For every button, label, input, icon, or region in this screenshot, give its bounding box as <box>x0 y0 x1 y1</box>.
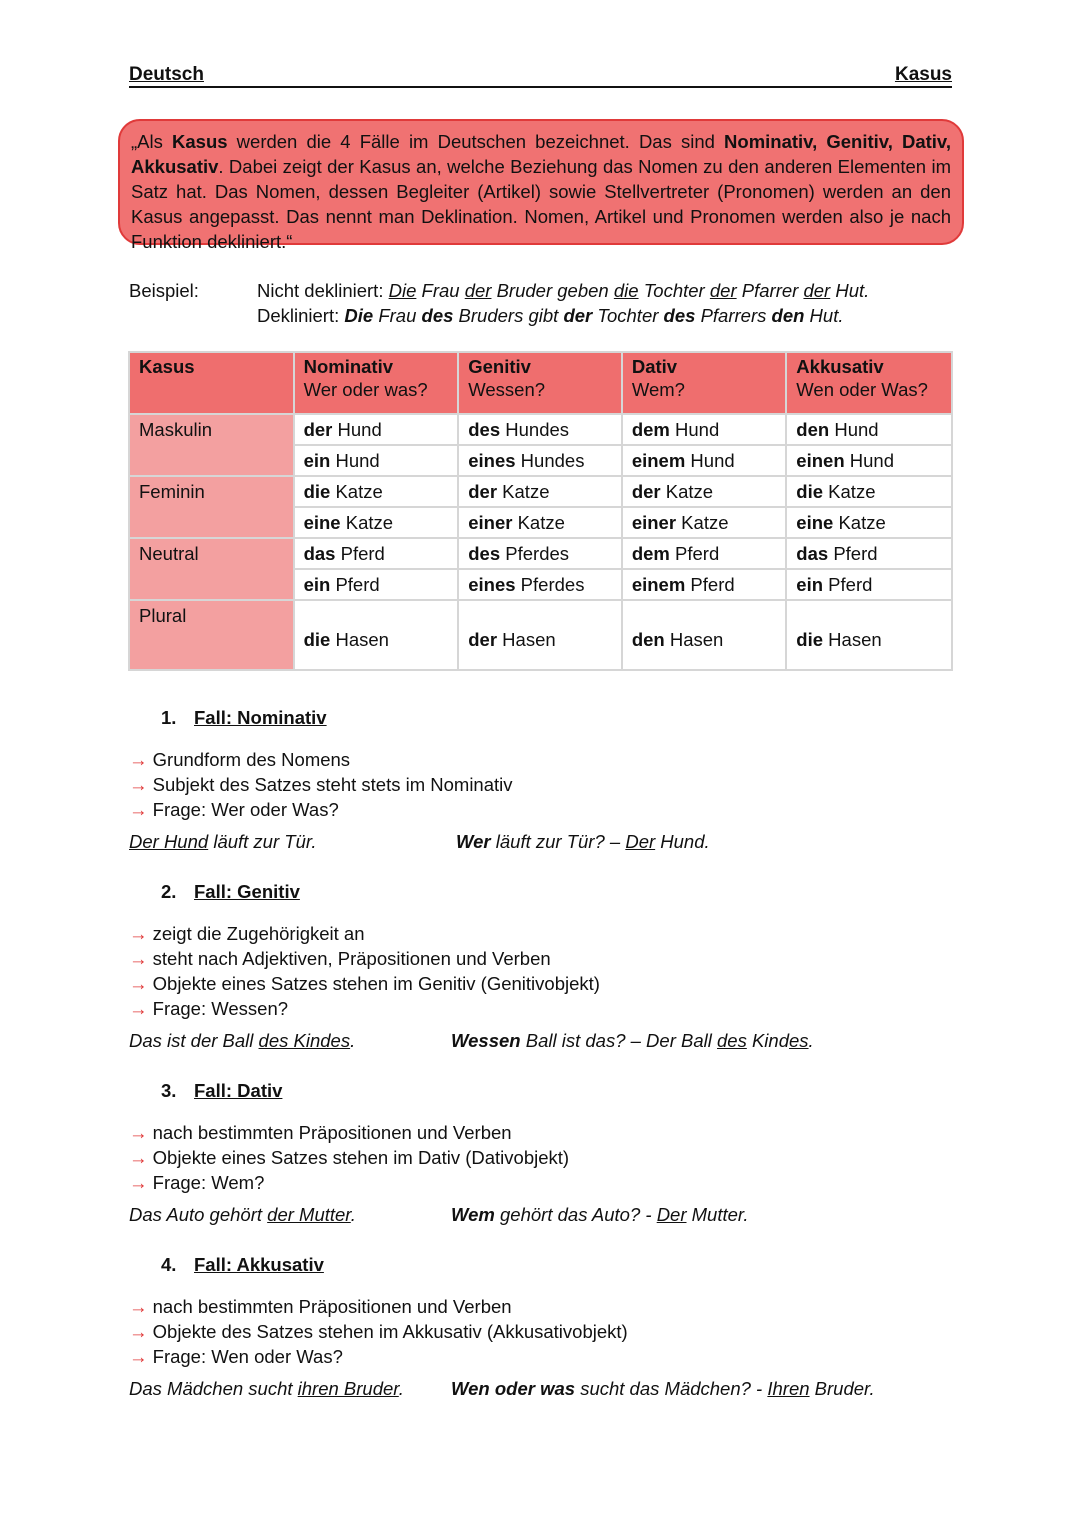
cell-article: der <box>468 481 498 502</box>
example-d-label: Dekliniert: <box>257 305 345 326</box>
example-question <box>451 1378 875 1400</box>
arrow-right-icon: → <box>129 1296 148 1317</box>
header-cell-dativ <box>622 352 786 414</box>
list-item <box>129 971 600 996</box>
cell-article: die <box>303 481 331 502</box>
ex-article: den <box>771 305 805 326</box>
list-item-text: nach bestimmten Präpositionen und Verben <box>152 1122 512 1143</box>
cell-article: eines <box>468 574 516 595</box>
question-word: Wer <box>456 831 491 852</box>
cell-noun: Katze <box>512 512 565 533</box>
example-text: . <box>350 1204 356 1225</box>
ex-word: Bruders gibt <box>453 305 564 326</box>
cell-noun: Hund <box>685 450 735 471</box>
header-cell-kasus <box>129 352 294 414</box>
answer-text: Kind <box>746 1030 789 1051</box>
table-cell <box>786 600 952 670</box>
bullet-list <box>129 747 513 822</box>
cell-article: einer <box>468 512 513 533</box>
header-title: Genitiv <box>468 356 531 377</box>
list-item <box>129 996 600 1021</box>
header-question: Wessen? <box>468 379 546 400</box>
ex-article: der <box>464 280 492 301</box>
ex-article: Die <box>388 280 417 301</box>
cell-article: dem <box>631 419 670 440</box>
cell-noun: Pferd <box>335 543 385 564</box>
arrow-right-icon: → <box>129 774 148 795</box>
example-question <box>456 831 710 853</box>
example-object: des Kindes <box>258 1030 351 1051</box>
cell-article: einem <box>631 450 686 471</box>
cell-article: ein <box>303 574 331 595</box>
header-cell-nominativ <box>294 352 459 414</box>
cell-article: der <box>468 628 498 650</box>
section-number: 1. <box>161 707 177 728</box>
cell-noun: Pferd <box>685 574 735 595</box>
cell-article: des <box>468 419 501 440</box>
list-item <box>129 1294 628 1319</box>
table-cell <box>458 445 622 476</box>
cell-noun: Hund <box>669 419 720 440</box>
answer-text: . <box>808 1030 814 1051</box>
table-cell <box>294 414 459 445</box>
table-cell <box>294 507 459 538</box>
section-heading: Fall: Genitiv <box>194 881 300 902</box>
section-title <box>161 881 300 903</box>
arrow-right-icon: → <box>129 799 148 820</box>
table-row <box>129 414 952 445</box>
cell-article: eine <box>796 512 834 533</box>
header-title: Kasus <box>139 356 195 377</box>
list-item-text: Grundform des Nomens <box>152 749 351 770</box>
list-item <box>129 1170 569 1195</box>
table-cell <box>458 476 622 507</box>
cell-article: eine <box>303 512 341 533</box>
cell-noun: Hasen <box>330 628 389 650</box>
arrow-right-icon: → <box>129 1346 148 1367</box>
header-subject: Deutsch <box>129 64 204 85</box>
ex-article: der <box>563 305 593 326</box>
answer-article: des <box>717 1030 747 1051</box>
cell-article: der <box>631 481 661 502</box>
list-item <box>129 1319 628 1344</box>
question-text: gehört das Auto? - <box>494 1204 657 1225</box>
cell-noun: Katze <box>833 512 886 533</box>
example-sentence <box>129 1378 875 1400</box>
list-item-text: Subjekt des Satzes steht stets im Nominativ <box>152 774 513 795</box>
list-item-text: Objekte eines Satzes stehen im Dativ (Dativobjekt) <box>152 1147 570 1168</box>
cell-noun: Katze <box>497 481 550 502</box>
cell-noun: Katze <box>676 512 729 533</box>
bullet-list <box>129 1120 569 1195</box>
bullet-list <box>129 1294 628 1369</box>
section-number: 3. <box>161 1080 177 1101</box>
arrow-right-icon: → <box>129 1172 148 1193</box>
cell-noun: Pferd <box>823 574 873 595</box>
table-cell <box>458 507 622 538</box>
cell-noun: Pferd <box>669 543 720 564</box>
table-cell <box>622 600 786 670</box>
arrow-right-icon: → <box>129 973 148 994</box>
table-cell <box>294 445 459 476</box>
question-word: Wem <box>451 1204 495 1225</box>
table-cell <box>622 569 786 600</box>
cell-noun: Pferd <box>828 543 878 564</box>
list-item <box>129 772 513 797</box>
answer-article: Der <box>656 1204 687 1225</box>
ex-word: Pfarrers <box>695 305 772 326</box>
header-question: Wem? <box>631 379 685 400</box>
declension-table <box>128 351 953 671</box>
section-number: 2. <box>161 881 177 902</box>
cell-article: einem <box>631 574 686 595</box>
table-cell <box>786 538 952 569</box>
list-item-text: zeigt die Zugehörigkeit an <box>152 923 365 944</box>
example-label: Beispiel: <box>129 280 199 301</box>
list-item <box>129 797 513 822</box>
header-cell-genitiv <box>458 352 622 414</box>
example-not-declined <box>257 278 869 303</box>
gender-cell-neutral: Neutral <box>129 538 294 600</box>
ex-word: Tochter <box>592 305 664 326</box>
header-question: Wen oder Was? <box>796 379 928 400</box>
cell-noun: Hund <box>330 450 380 471</box>
list-item-text: nach bestimmten Präpositionen und Verben <box>152 1296 512 1317</box>
cell-article: des <box>468 543 501 564</box>
table-row <box>129 600 952 670</box>
definition-text: werden die 4 Fälle im Deutschen bezeichnet. Das sind <box>227 131 725 152</box>
cell-article: den <box>631 628 665 650</box>
cell-article: dem <box>631 543 670 564</box>
table-cell <box>622 414 786 445</box>
cell-article: den <box>796 419 830 440</box>
list-item-text: Frage: Wem? <box>152 1172 265 1193</box>
cell-noun: Hundes <box>515 450 585 471</box>
table-row <box>129 476 952 507</box>
table-cell <box>786 476 952 507</box>
gender-cell-feminin: Feminin <box>129 476 294 538</box>
answer-text: Mutter. <box>686 1204 749 1225</box>
header-cell-akkusativ <box>786 352 952 414</box>
cell-noun: Katze <box>340 512 394 533</box>
cell-article: einen <box>796 450 845 471</box>
example-sentence <box>129 1204 749 1226</box>
section-heading: Fall: Dativ <box>194 1080 283 1101</box>
answer-text: Hund. <box>655 831 710 852</box>
example-sentence <box>129 1030 814 1052</box>
table-cell <box>294 538 459 569</box>
cell-noun: Pferdes <box>515 574 585 595</box>
definition-cases: Nominativ, Genitiv, Dativ, Akkusativ <box>131 131 951 177</box>
arrow-right-icon: → <box>129 998 148 1019</box>
page-header <box>129 64 952 88</box>
table-cell <box>786 445 952 476</box>
cell-noun: Hund <box>829 419 879 440</box>
example-object: ihren Bruder <box>297 1378 399 1399</box>
arrow-right-icon: → <box>129 948 148 969</box>
example-text: Das Auto gehört <box>129 1204 268 1225</box>
answer-article: Der <box>625 831 656 852</box>
section-heading: Fall: Nominativ <box>194 707 327 728</box>
ex-word: Tochter <box>638 280 710 301</box>
answer-ending: es <box>789 1030 809 1051</box>
example-sentence <box>129 831 710 853</box>
arrow-right-icon: → <box>129 1147 148 1168</box>
question-word: Wessen <box>451 1030 521 1051</box>
bullet-list <box>129 921 600 1021</box>
arrow-right-icon: → <box>129 749 148 770</box>
definition-text: . Dabei zeigt der Kasus an, welche Beziehung das Nomen zu den anderen Elementen im Satz hat. Das Nomen, dessen Begleiter (Artikel) sowie Stellvertreter (Pronomen) werden an den Kasus angepasst. Das nennt man Deklination. Nomen, Artikel und Pronomen werden also je nach Funktion dekliniert.“ <box>131 156 951 252</box>
table-cell <box>786 569 952 600</box>
example-declined <box>257 303 869 328</box>
example-text: Das ist der Ball <box>129 1030 259 1051</box>
ex-article: des <box>663 305 696 326</box>
cell-article: das <box>303 543 336 564</box>
table-cell <box>294 476 459 507</box>
list-item <box>129 946 600 971</box>
header-title: Dativ <box>631 356 678 377</box>
table-cell <box>458 414 622 445</box>
gender-cell-plural: Plural <box>129 600 294 670</box>
table-cell <box>622 476 786 507</box>
table-cell <box>294 569 459 600</box>
example-nd-label: Nicht dekliniert: <box>257 280 389 301</box>
cell-noun: Hund <box>332 419 382 440</box>
table-cell <box>294 600 459 670</box>
header-topic: Kasus <box>894 64 952 85</box>
cell-noun: Katze <box>330 481 383 502</box>
list-item-text: Frage: Wessen? <box>152 998 289 1019</box>
ex-word: Bruder geben <box>491 280 614 301</box>
cell-noun: Hund <box>844 450 894 471</box>
example-object: der Mutter <box>267 1204 351 1225</box>
ex-article: der <box>709 280 737 301</box>
section-title <box>161 1254 324 1276</box>
list-item-text: Objekte des Satzes stehen im Akkusativ (Akkusativobjekt) <box>152 1321 628 1342</box>
header-title: Akkusativ <box>796 356 884 377</box>
arrow-right-icon: → <box>129 1122 148 1143</box>
arrow-right-icon: → <box>129 1321 148 1342</box>
table-cell <box>622 445 786 476</box>
section-number: 4. <box>161 1254 177 1275</box>
ex-word: Frau <box>373 305 422 326</box>
ex-article: des <box>421 305 454 326</box>
header-title: Nominativ <box>303 356 394 377</box>
cell-article: eines <box>468 450 516 471</box>
table-cell <box>786 414 952 445</box>
cell-noun: Hasen <box>664 628 724 650</box>
cell-article: die <box>303 628 331 650</box>
definition-text: „Als <box>131 131 172 152</box>
table-cell <box>622 507 786 538</box>
question-text: läuft zur Tür? – <box>490 831 626 852</box>
section-title <box>161 707 327 729</box>
cell-noun: Hundes <box>500 419 570 440</box>
ex-article: Die <box>344 305 374 326</box>
section-heading: Fall: Akkusativ <box>194 1254 324 1275</box>
table-header-row <box>129 352 952 414</box>
example-text: Das Mädchen sucht <box>129 1378 298 1399</box>
ex-article: die <box>613 280 639 301</box>
list-item <box>129 747 513 772</box>
arrow-right-icon: → <box>129 923 148 944</box>
list-item <box>129 1120 569 1145</box>
table-cell <box>458 600 622 670</box>
example-question <box>451 1030 814 1052</box>
cell-article: ein <box>303 450 331 471</box>
answer-text: Bruder. <box>809 1378 875 1399</box>
table-row <box>129 538 952 569</box>
ex-article: der <box>803 280 831 301</box>
example-text: läuft zur Tür. <box>208 831 317 852</box>
cell-article: die <box>796 628 824 650</box>
question-text: sucht das Mädchen? - <box>575 1378 768 1399</box>
cell-noun: Hasen <box>823 628 882 650</box>
example-question <box>451 1204 749 1226</box>
ex-word: Pfarrer <box>736 280 804 301</box>
ex-word: Hut. <box>830 280 870 301</box>
list-item <box>129 1344 628 1369</box>
cell-noun: Pferdes <box>500 543 570 564</box>
definition-term: Kasus <box>172 131 228 152</box>
question-text: Ball ist das? – Der Ball <box>520 1030 717 1051</box>
cell-article: die <box>796 481 824 502</box>
cell-noun: Katze <box>823 481 876 502</box>
cell-noun: Katze <box>660 481 714 502</box>
cell-noun: Hasen <box>497 628 556 650</box>
list-item-text: Frage: Wer oder Was? <box>152 799 339 820</box>
list-item-text: Objekte eines Satzes stehen im Genitiv (Genitivobjekt) <box>152 973 600 994</box>
answer-article: Ihren <box>767 1378 810 1399</box>
example-subject: Der Hund <box>129 831 209 852</box>
cell-article: das <box>796 543 829 564</box>
ex-word: Frau <box>416 280 465 301</box>
list-item-text: Frage: Wen oder Was? <box>152 1346 343 1367</box>
example-text: . <box>350 1030 356 1051</box>
question-word: Wen oder was <box>451 1378 576 1399</box>
list-item <box>129 921 600 946</box>
ex-word: Hut. <box>804 305 844 326</box>
table-cell <box>458 538 622 569</box>
table-cell <box>622 538 786 569</box>
cell-article: ein <box>796 574 824 595</box>
gender-cell-maskulin: Maskulin <box>129 414 294 476</box>
section-title <box>161 1080 282 1102</box>
table-cell <box>786 507 952 538</box>
table-cell <box>458 569 622 600</box>
cell-noun: Pferd <box>330 574 380 595</box>
cell-article: einer <box>631 512 677 533</box>
header-question: Wer oder was? <box>303 379 428 400</box>
definition-box <box>118 119 964 252</box>
list-item-text: steht nach Adjektiven, Präpositionen und Verben <box>152 948 551 969</box>
list-item <box>129 1145 569 1170</box>
cell-article: der <box>303 419 333 440</box>
example-text: . <box>398 1378 404 1399</box>
